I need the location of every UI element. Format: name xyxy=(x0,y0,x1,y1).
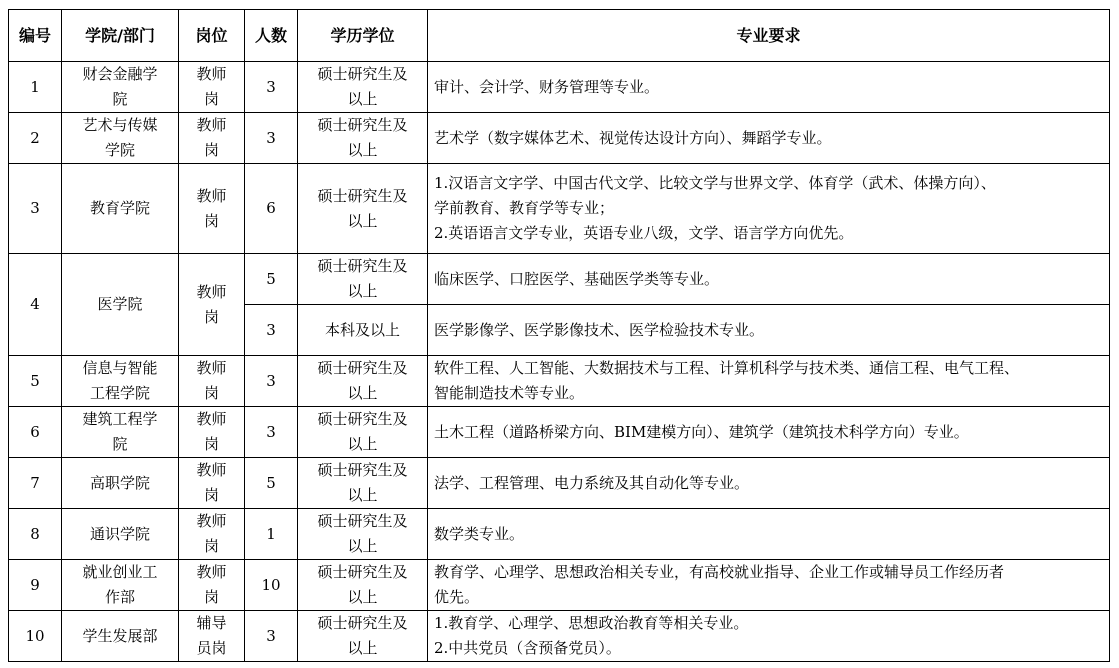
cell-post xyxy=(179,356,245,407)
cell-degree xyxy=(298,611,428,662)
cell-major xyxy=(428,509,1110,560)
cell-post-line: 岗 xyxy=(203,141,219,159)
cell-major xyxy=(428,254,1110,305)
cell-degree xyxy=(298,509,428,560)
cell-dept-line: 作部 xyxy=(104,588,135,606)
cell-degree-line: 本科及以上 xyxy=(324,320,400,339)
cell-degree-line: 以上 xyxy=(347,639,378,657)
header-count: 人数 xyxy=(245,10,298,62)
header-row xyxy=(9,10,1110,62)
cell-dept-line: 学生发展部 xyxy=(82,626,158,645)
cell-degree-line: 以上 xyxy=(347,588,378,606)
cell-post xyxy=(179,560,245,611)
cell-num: 6 xyxy=(9,407,62,458)
table-row xyxy=(9,611,1110,662)
table-row xyxy=(9,254,1110,305)
cell-post xyxy=(179,611,245,662)
cell-major-line: 软件工程、人工智能、大数据技术与工程、计算机科学与技术类、通信工程、电气工程、 xyxy=(434,359,1020,377)
cell-dept-line: 建筑工程学 xyxy=(82,410,158,428)
cell-major-line: 2.中共党员（含预备党员）。 xyxy=(434,639,621,657)
table-row xyxy=(9,164,1110,254)
cell-post-line: 教师 xyxy=(196,512,227,530)
cell-major xyxy=(428,164,1110,254)
table-row xyxy=(9,560,1110,611)
cell-degree xyxy=(298,560,428,611)
cell-num: 8 xyxy=(9,509,62,560)
cell-major xyxy=(428,305,1110,356)
cell-post-line: 岗 xyxy=(203,307,219,326)
cell-dept xyxy=(62,62,179,113)
cell-degree-line: 以上 xyxy=(347,537,378,555)
recruitment-table xyxy=(8,9,1110,662)
cell-degree xyxy=(298,113,428,164)
cell-degree-line: 以上 xyxy=(347,486,378,504)
cell-degree-line: 以上 xyxy=(347,384,378,402)
cell-count: 3 xyxy=(245,611,298,662)
cell-major-line: 临床医学、口腔医学、基础医学类等专业。 xyxy=(434,269,720,288)
cell-post-line: 教师 xyxy=(196,410,227,428)
table-row xyxy=(9,509,1110,560)
cell-degree xyxy=(298,458,428,509)
cell-dept-line: 信息与智能 xyxy=(82,359,158,377)
cell-major xyxy=(428,458,1110,509)
cell-post xyxy=(179,62,245,113)
cell-post xyxy=(179,509,245,560)
cell-major-line: 学前教育、教育学等专业； xyxy=(434,199,615,217)
header-num: 编号 xyxy=(9,10,62,62)
cell-post-line: 员岗 xyxy=(196,639,227,657)
cell-degree-line: 以上 xyxy=(347,282,378,300)
cell-post xyxy=(179,458,245,509)
cell-degree xyxy=(298,164,428,254)
cell-dept-line: 院 xyxy=(112,90,128,108)
cell-count: 10 xyxy=(245,560,298,611)
cell-count: 6 xyxy=(245,164,298,254)
cell-degree-line: 硕士研究生及 xyxy=(317,461,408,479)
cell-post-line: 教师 xyxy=(196,116,227,134)
cell-major-line: 法学、工程管理、电力系统及其自动化等专业。 xyxy=(434,473,750,492)
cell-major-line: 数学类专业。 xyxy=(434,524,525,543)
cell-post-line: 岗 xyxy=(203,588,219,606)
cell-dept xyxy=(62,407,179,458)
cell-post xyxy=(179,164,245,254)
cell-dept-line: 就业创业工 xyxy=(82,563,158,581)
cell-num: 9 xyxy=(9,560,62,611)
cell-dept-line: 高职学院 xyxy=(89,473,150,492)
cell-major-line: 优先。 xyxy=(434,588,480,606)
cell-dept-line: 艺术与传媒 xyxy=(82,116,158,134)
cell-dept xyxy=(62,113,179,164)
cell-major xyxy=(428,560,1110,611)
cell-dept xyxy=(62,611,179,662)
cell-dept-line: 通识学院 xyxy=(89,524,150,543)
cell-major-line: 医学影像学、医学影像技术、医学检验技术专业。 xyxy=(434,320,765,339)
cell-count: 5 xyxy=(245,254,298,305)
cell-major-line: 土木工程（道路桥梁方向、BIM建模方向）、建筑学（建筑技术科学方向）专业。 xyxy=(434,422,969,441)
cell-post-line: 岗 xyxy=(203,90,219,108)
cell-post xyxy=(179,407,245,458)
cell-num: 2 xyxy=(9,113,62,164)
cell-dept-line: 医学院 xyxy=(97,295,143,313)
cell-dept-line: 学院 xyxy=(104,141,135,159)
cell-dept xyxy=(62,458,179,509)
table-row xyxy=(9,356,1110,407)
cell-degree-line: 以上 xyxy=(347,90,378,108)
cell-degree-line: 硕士研究生及 xyxy=(317,512,408,530)
cell-degree-line: 硕士研究生及 xyxy=(317,186,408,205)
cell-major xyxy=(428,407,1110,458)
cell-count: 3 xyxy=(245,113,298,164)
cell-degree xyxy=(298,254,428,305)
cell-degree xyxy=(298,62,428,113)
cell-post-line: 教师 xyxy=(196,461,227,479)
cell-degree-line: 硕士研究生及 xyxy=(317,65,408,83)
cell-post-line: 岗 xyxy=(203,211,219,230)
cell-num: 3 xyxy=(9,164,62,254)
cell-post-line: 岗 xyxy=(203,486,219,504)
table-row xyxy=(9,458,1110,509)
cell-major-line: 1.汉语言文字学、中国古代文学、比较文学与世界文学、体育学（武术、体操方向）、 xyxy=(434,174,996,192)
cell-post-line: 教师 xyxy=(196,359,227,377)
cell-degree xyxy=(298,356,428,407)
cell-post-line: 教师 xyxy=(196,563,227,581)
table-row xyxy=(9,62,1110,113)
cell-post-line: 岗 xyxy=(203,537,219,555)
cell-major xyxy=(428,113,1110,164)
cell-post-line: 教师 xyxy=(196,65,227,83)
cell-post-line: 辅导 xyxy=(196,614,227,632)
cell-degree-line: 硕士研究生及 xyxy=(317,116,408,134)
header-major: 专业要求 xyxy=(428,10,1110,62)
cell-num: 1 xyxy=(9,62,62,113)
cell-count: 1 xyxy=(245,509,298,560)
cell-degree-line: 以上 xyxy=(347,141,378,159)
table-row xyxy=(9,407,1110,458)
cell-major-line: 智能制造技术等专业。 xyxy=(434,384,585,402)
cell-dept-line: 教育学院 xyxy=(89,199,150,217)
cell-dept xyxy=(62,254,179,356)
cell-dept-line: 院 xyxy=(112,435,128,453)
cell-post xyxy=(179,113,245,164)
cell-degree-line: 硕士研究生及 xyxy=(317,563,408,581)
cell-post-line: 教师 xyxy=(196,282,227,301)
cell-post-line: 岗 xyxy=(203,384,219,402)
cell-major xyxy=(428,62,1110,113)
cell-major-line: 教育学、心理学、思想政治相关专业，有高校就业指导、企业工作或辅导员工作经历者 xyxy=(434,563,1005,581)
cell-degree-line: 硕士研究生及 xyxy=(317,614,408,632)
cell-degree-line: 以上 xyxy=(347,211,378,230)
cell-num: 4 xyxy=(9,254,62,356)
cell-major-line: 审计、会计学、财务管理等专业。 xyxy=(434,77,660,96)
cell-degree-line: 硕士研究生及 xyxy=(317,410,408,428)
cell-degree xyxy=(298,305,428,356)
cell-count: 3 xyxy=(245,62,298,113)
cell-dept-line: 工程学院 xyxy=(89,384,150,402)
cell-major-line: 艺术学（数字媒体艺术、视觉传达设计方向）、舞蹈学专业。 xyxy=(434,128,832,147)
cell-degree-line: 硕士研究生及 xyxy=(317,359,408,377)
table-row xyxy=(9,113,1110,164)
cell-dept xyxy=(62,560,179,611)
header-post: 岗位 xyxy=(179,10,245,62)
cell-dept xyxy=(62,164,179,254)
table-body xyxy=(9,62,1110,662)
cell-count: 3 xyxy=(245,305,298,356)
cell-num: 7 xyxy=(9,458,62,509)
recruitment-table-container xyxy=(8,9,1110,662)
cell-num: 10 xyxy=(9,611,62,662)
header-dept: 学院/部门 xyxy=(62,10,179,62)
cell-count: 5 xyxy=(245,458,298,509)
cell-major-line: 2.英语语言文学专业，英语专业八级，文学、语言学方向优先。 xyxy=(434,224,854,242)
cell-post xyxy=(179,254,245,356)
cell-post-line: 教师 xyxy=(196,186,227,205)
cell-dept-line: 财会金融学 xyxy=(82,65,158,83)
cell-num: 5 xyxy=(9,356,62,407)
cell-degree-line: 以上 xyxy=(347,435,378,453)
cell-count: 3 xyxy=(245,407,298,458)
cell-degree xyxy=(298,407,428,458)
cell-dept xyxy=(62,356,179,407)
cell-major xyxy=(428,611,1110,662)
cell-count: 3 xyxy=(245,356,298,407)
cell-major xyxy=(428,356,1110,407)
cell-dept xyxy=(62,509,179,560)
cell-post-line: 岗 xyxy=(203,435,219,453)
cell-degree-line: 硕士研究生及 xyxy=(317,257,408,275)
header-degree: 学历学位 xyxy=(298,10,428,62)
cell-major-line: 1.教育学、心理学、思想政治教育等相关专业。 xyxy=(434,614,749,632)
